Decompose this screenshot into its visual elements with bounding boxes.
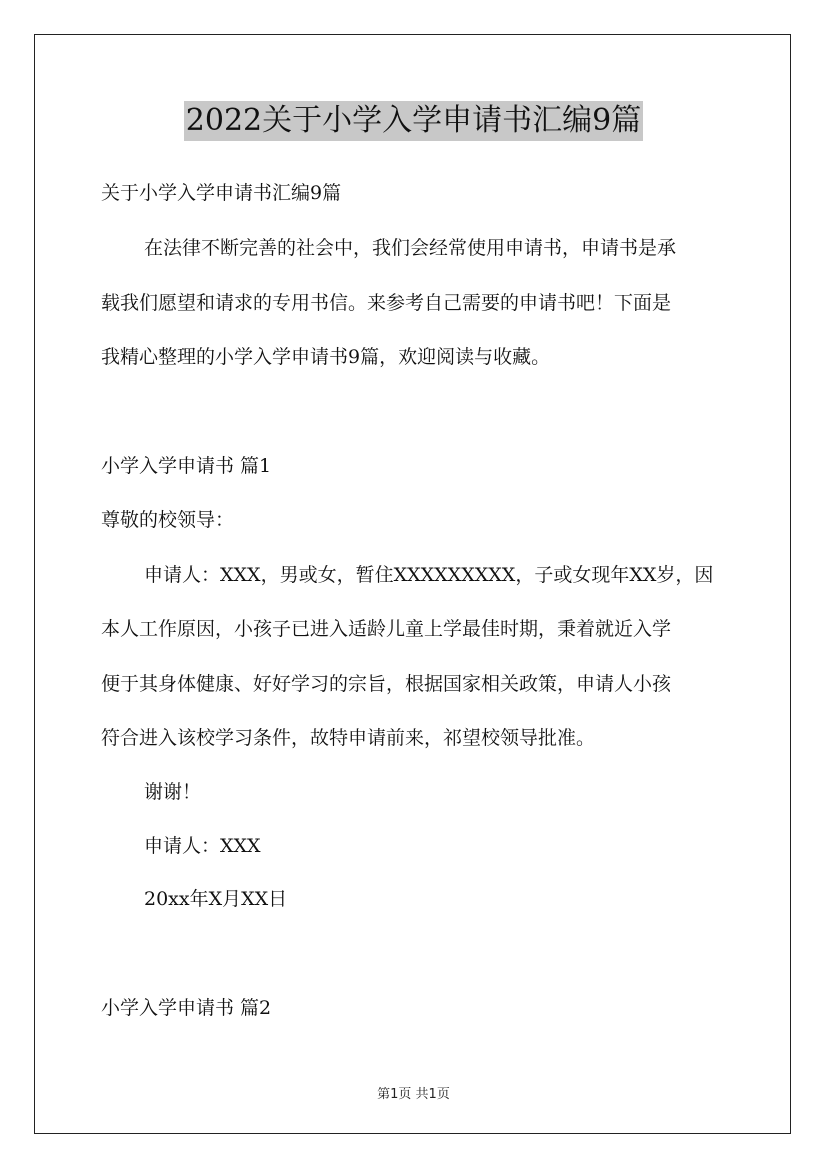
section-heading: 小学入学申请书 篇2 xyxy=(101,997,272,1019)
salutation: 尊敬的校领导： xyxy=(101,509,235,531)
thanks-line: 谢谢！ xyxy=(144,781,202,803)
body-line: 符合进入该校学习条件，故特申请前来，祁望校领导批准。 xyxy=(101,727,596,749)
intro-line: 载我们愿望和请求的专用书信。来参考自己需要的申请书吧！下面是 xyxy=(101,292,672,314)
signature-line: 申请人：XXX xyxy=(144,835,261,857)
date-line: 20xx年X月XX日 xyxy=(144,888,288,910)
document-title: 2022关于小学入学申请书汇编9篇 xyxy=(184,101,643,141)
body-line: 申请人：XXX，男或女，暂住XXXXXXXXX，子或女现年XX岁，因 xyxy=(144,564,714,586)
document-subtitle: 关于小学入学申请书汇编9篇 xyxy=(101,182,342,204)
body-line: 本人工作原因，小孩子已进入适龄儿童上学最佳时期，秉着就近入学 xyxy=(101,618,672,640)
section-heading: 小学入学申请书 篇1 xyxy=(101,455,272,477)
title-container xyxy=(0,101,827,141)
intro-line: 我精心整理的小学入学申请书9篇，欢迎阅读与收藏。 xyxy=(101,346,551,368)
body-line: 便于其身体健康、好好学习的宗旨，根据国家相关政策，申请人小孩 xyxy=(101,673,672,695)
intro-line: 在法律不断完善的社会中，我们会经常使用申请书，申请书是承 xyxy=(144,237,677,259)
page-footer: 第1页 共1页 xyxy=(377,1087,450,1102)
